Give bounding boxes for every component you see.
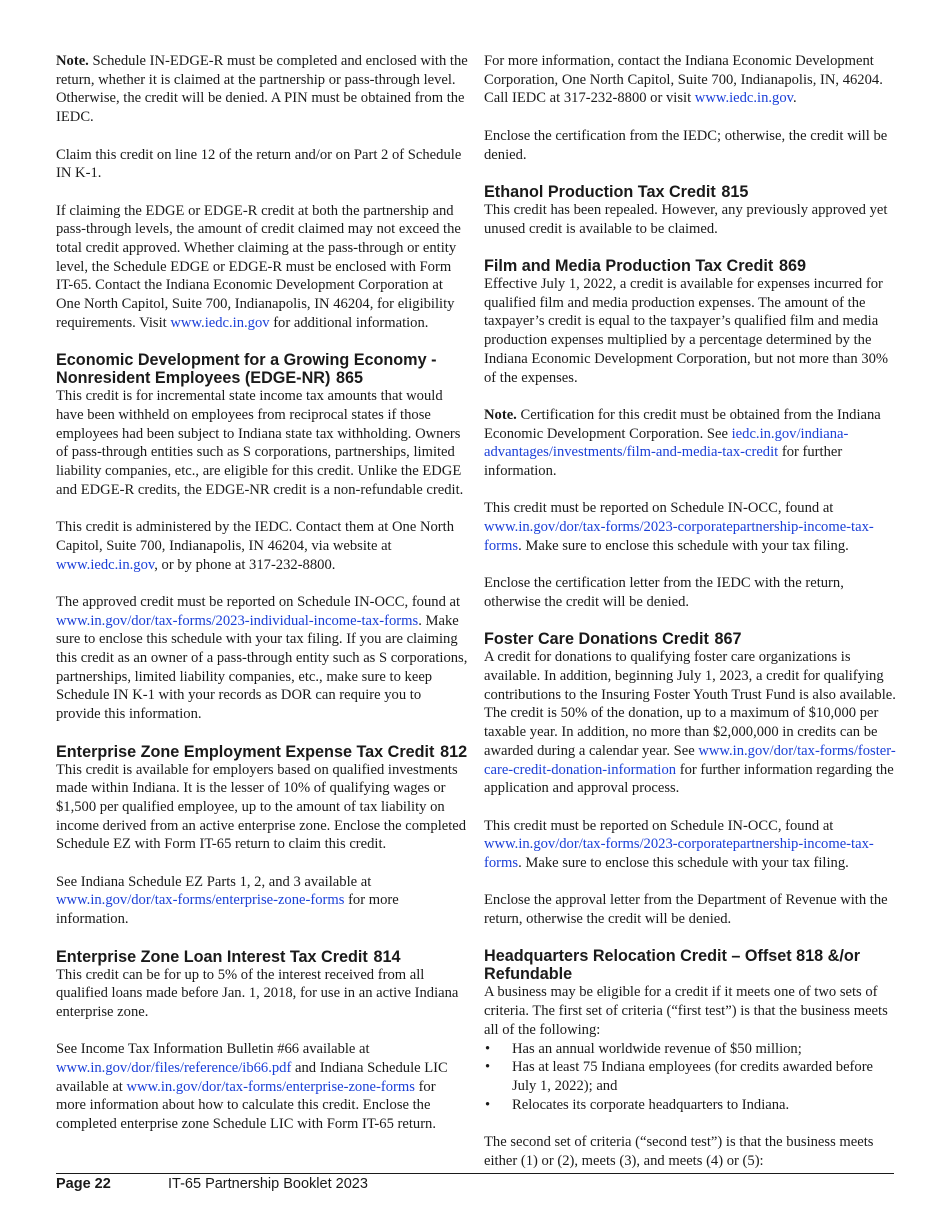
- credit-code: 869: [778, 256, 806, 275]
- section-heading-headquarters: Headquarters Relocation Credit – Offset 818 &/or Refundable: [484, 947, 861, 984]
- edge-r-note: Note. Schedule IN-EDGE-R must be completed and enclosed with the return, whether it is claimed at the partnership or pass-through level. Otherwise, the credit will be denied. A PIN must be obtained from the IEDC.: [56, 53, 468, 126]
- foster-reporting: This credit must be reported on Schedule IN-OCC, found at www.in.gov/dor/tax-forms/2023-corporatepartnership-income-tax-forms. Make sure to enclose this schedule with your tax filing.: [484, 817, 874, 871]
- foster-description: A credit for donations to qualifying foster care organizations is available. In addition, beginning July 1, 2023, a credit for qualifying contributions to the Insuring Foster Youth Trust Fund is also available. The credit is 50% of the donation, up to a maximum of $10,000 per taxable year. In addition, no more than $2,000,000 in credits can be awarded during a calendar year. See www.in.gov/dor/tax-forms/foster-care-credit-donation-information for further information regarding the application and approval process.: [484, 649, 896, 797]
- credit-code: 815: [721, 182, 749, 201]
- foster-enclose-letter: Enclose the approval letter from the Department of Revenue with the return, otherwise the credit will be denied.: [484, 892, 888, 928]
- film-enclose-letter: Enclose the certification letter from the IEDC with the return, otherwise the credit will be denied.: [484, 575, 844, 610]
- corporate-partnership-forms-link[interactable]: www.in.gov/dor/tax-forms/2023-corporatepartnership-income-tax-forms: [484, 836, 874, 871]
- booklet-title: IT-65 Partnership Booklet 2023: [168, 1176, 368, 1192]
- list-item: • Relocates its corporate headquarters to Indiana.: [484, 1096, 896, 1115]
- edge-both-levels-text: If claiming the EDGE or EDGE-R credit at both the partnership and pass-through levels, the amount of credit claimed may not exceed the total credit approved. Whether claiming at the pass-through or entity level, the Schedule EDGE or EDGE-R must be enclosed with Form IT-65. Contact the Indiana Economic Development Corporation at One North Capitol, Suite 700, Indianapolis, IN 46204, for eligibility requirements. Visit www.iedc.in.gov for additional information.: [56, 202, 461, 331]
- enterprise-zone-forms-link[interactable]: www.in.gov/dor/tax-forms/enterprise-zone-forms: [126, 1078, 415, 1095]
- edge-nr-description: This credit is for incremental state income tax amounts that would have been withheld on employees from reciprocal states if those employees had been subject to Indiana state tax withholding. Owners of pass-through entities such as S corporations, partnerships, limited liability companies, etc., are eligible for this credit. Unlike the EDGE and EDGE-R credits, the EDGE-NR credit is a non-refundable credit.: [56, 388, 464, 498]
- credit-code: 814: [373, 947, 401, 966]
- edge-nr-contact: This credit is administered by the IEDC. Contact them at One North Capitol, Suite 700, Indianapolis, IN 46204, via website at www.iedc.in.gov, or by phone at 317-232-8800.: [56, 519, 454, 573]
- hq-description: A business may be eligible for a credit if it meets one of two sets of criteria. The first set of criteria (“first test”) is that the business meets all of the following:: [484, 984, 888, 1038]
- list-item: • Has an annual worldwide revenue of $50 million;: [484, 1040, 896, 1059]
- ez-employment-description: This credit is available for employers based on qualified investments made within Indiana. It is the lesser of 10% of qualifying wages or $1,500 per qualified employee, up to the amount of tax liability on income derived from an active enterprise zone. Enclose the completed Schedule EZ with Form IT-65 return to claim this credit.: [56, 761, 467, 853]
- individual-income-tax-forms-link[interactable]: www.in.gov/dor/tax-forms/2023-individual-income-tax-forms: [56, 612, 419, 629]
- section-heading-foster-care: Foster Care Donations Credit 867: [484, 630, 742, 649]
- section-heading-ethanol: Ethanol Production Tax Credit 815: [484, 182, 749, 201]
- left-column: [56, 52, 468, 1134]
- list-item: • Has at least 75 Indiana employees (for credits awarded before July 1, 2022); and: [484, 1058, 896, 1095]
- ib66-link[interactable]: www.in.gov/dor/files/reference/ib66.pdf: [56, 1060, 292, 1077]
- section-heading-ez-loan: Enterprise Zone Loan Interest Tax Credit 814: [56, 947, 401, 966]
- credit-code: 867: [714, 630, 742, 649]
- foster-care-info-link[interactable]: www.in.gov/dor/tax-forms/foster-care-credit-donation-information: [484, 742, 896, 778]
- ez-loan-description: This credit can be for up to 5% of the interest received from all qualified loans made before Jan. 1, 2018, for use in an active Indiana enterprise zone.: [56, 966, 459, 1020]
- ez-employment-more-info: See Indiana Schedule EZ Parts 1, 2, and 3 available at www.in.gov/dor/tax-forms/enterprise-zone-forms for more information.: [56, 873, 399, 928]
- credit-code: 812: [440, 742, 468, 761]
- hq-first-test-list: [484, 1040, 896, 1115]
- film-reporting: This credit must be reported on Schedule IN-OCC, found at www.in.gov/dor/tax-forms/2023-corporatepartnership-income-tax-forms. Make sure to enclose this schedule with your tax filing.: [484, 500, 874, 554]
- film-description: Effective July 1, 2022, a credit is available for expenses incurred for qualified film and media production expenses. The amount of the taxpayer’s credit is equal to the taxpayer’s qualified film and media production expenses multiplied by a percentage determined by the Indiana Economic Development Corporation, but not more than 30% of the expenses.: [484, 275, 889, 386]
- edge-nr-reporting: The approved credit must be reported on Schedule IN-OCC, found at www.in.gov/dor/tax-forms/2023-individual-income-tax-forms. Make sure to enclose this schedule with your tax filing. If you are claiming this credit as an owner of a pass-through entity such as S corporations, partnerships, limited liability companies, etc., make sure to keep Schedule IN K-1 with your records as DOR can require you to provide this information.: [56, 593, 468, 723]
- page-number: Page 22: [56, 1176, 111, 1192]
- enterprise-zone-forms-link[interactable]: www.in.gov/dor/tax-forms/enterprise-zone-forms: [56, 892, 345, 909]
- corporate-partnership-forms-link[interactable]: www.in.gov/dor/tax-forms/2023-corporatepartnership-income-tax-forms: [484, 519, 874, 554]
- ethanol-description: This credit has been repealed. However, any previously approved yet unused credit is available to be claimed.: [484, 201, 888, 237]
- film-note: Note. Certification for this credit must be obtained from the Indiana Economic Development Corporation. See iedc.in.gov/indiana-advantages/investments/film-and-media-tax-credit for further information.: [484, 406, 881, 479]
- hq-second-test: The second set of criteria (“second test”) is that the business meets either (1) or (2), meets (3), and meets (4) or (5):: [484, 1134, 874, 1169]
- iedc-link[interactable]: www.iedc.in.gov: [56, 556, 155, 573]
- enclose-certification-text: Enclose the certification from the IEDC; otherwise, the credit will be denied.: [484, 127, 888, 163]
- iedc-link[interactable]: www.iedc.in.gov: [694, 90, 793, 107]
- section-heading-film: Film and Media Production Tax Credit 869: [484, 256, 806, 275]
- credit-code: 865: [336, 369, 364, 388]
- iedc-link[interactable]: www.iedc.in.gov: [170, 314, 270, 331]
- ez-loan-more-info: See Income Tax Information Bulletin #66 available at www.in.gov/dor/files/reference/ib66.pdf and Indiana Schedule LIC available at www.in.gov/dor/tax-forms/enterprise-zone-forms for more information about how to calculate this credit. Enclose the completed enterprise zone Schedule LIC with Form IT-65 return.: [56, 1041, 448, 1133]
- section-heading-ez-employment: Enterprise Zone Employment Expense Tax Credit 812: [56, 742, 468, 761]
- film-media-tax-credit-link[interactable]: iedc.in.gov/indiana-advantages/investments/film-and-media-tax-credit: [484, 425, 849, 461]
- footer-divider: [56, 1173, 894, 1174]
- section-heading-edge-nr: Economic Development for a Growing Economy - Nonresident Employees (EDGE-NR) 865: [56, 351, 437, 388]
- iedc-contact-info: For more information, contact the Indiana Economic Development Corporation, One North Capitol, Suite 700, Indianapolis, IN, 46204. Call IEDC at 317-232-8800 or visit www.iedc.in.gov.: [484, 53, 883, 107]
- right-column: [484, 52, 896, 1171]
- claim-line-text: Claim this credit on line 12 of the return and/or on Part 2 of Schedule IN K-1.: [56, 146, 462, 182]
